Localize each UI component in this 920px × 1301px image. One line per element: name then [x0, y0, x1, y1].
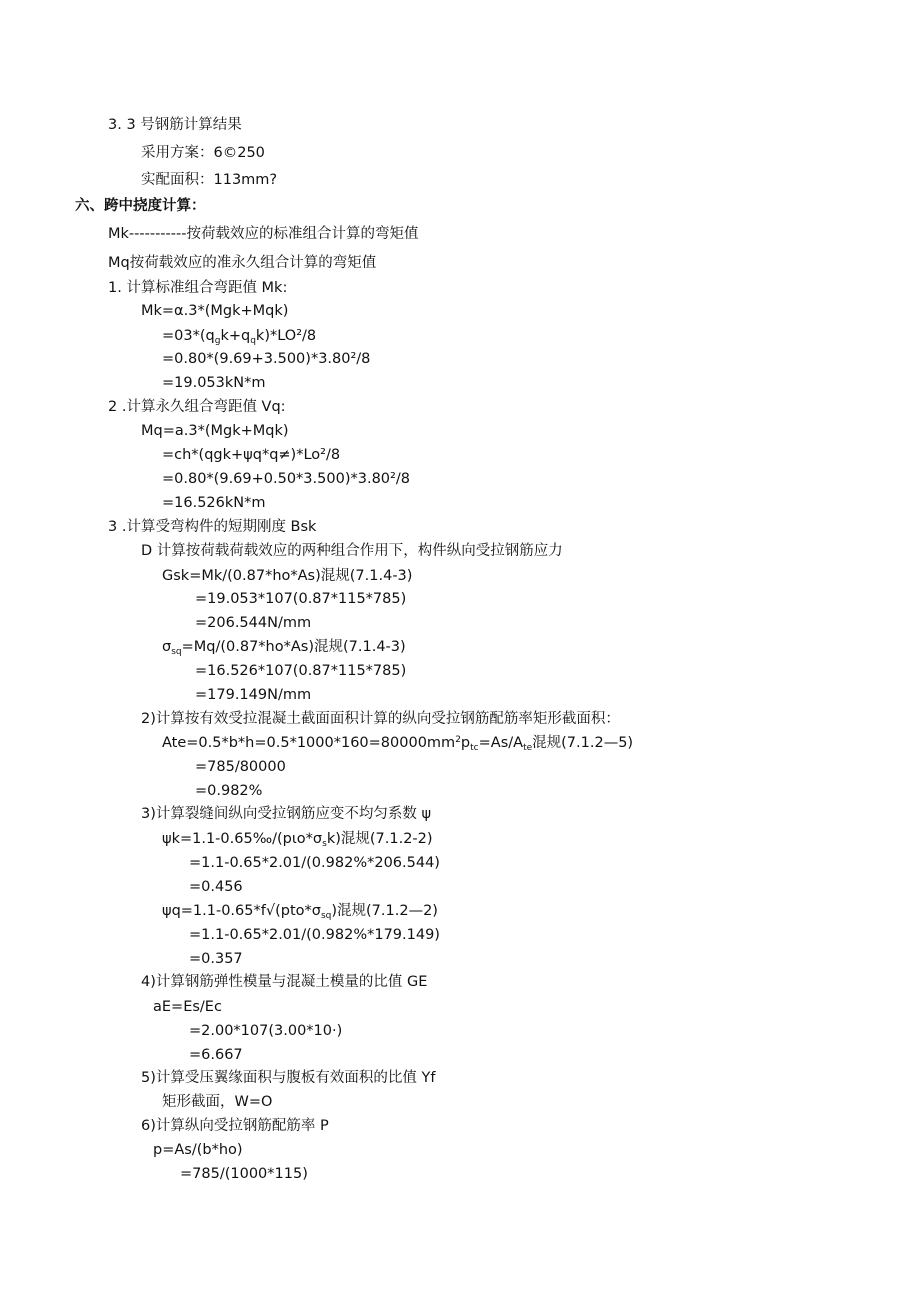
formula-line: 矩形截面，W=O [162, 1094, 273, 1110]
formula-line: =1.1-0.65*2.01/(0.982%*206.544) [189, 855, 440, 871]
formula-result: =0.982% [195, 783, 263, 799]
formula-line: =16.526*107(0.87*115*785) [195, 663, 407, 679]
substep-2-heading: 2)计算按有效受拉混凝土截面面积计算的纵向受拉钢筋配筋率矩形截面积： [141, 711, 620, 727]
mq-definition: Mq按荷载效应的准永久组合计算的弯矩值 [108, 255, 377, 271]
substep-6-heading: 6)计算纵向受拉钢筋配筋率 P [141, 1118, 329, 1134]
formula-result: =16.526kN*m [162, 495, 266, 511]
formula-line: $\psi q=1.1-0.65*f√(pto*\sigma_{sq})$混规(7.1.2—2) [162, 903, 438, 921]
area-text: 实配面积：113mm? [141, 172, 278, 188]
substep-3-heading: 3)计算裂缝间纵向受拉钢筋应变不均匀系数 ψ [141, 806, 432, 822]
formula-line: =2.00*107(3.00*10·) [189, 1023, 343, 1039]
scheme-text: 采用方案：6©250 [141, 145, 265, 161]
formula-line: =0.80*(9.69+3.500)*3.80²/8 [162, 351, 371, 367]
section-6-heading: 六、跨中挠度计算： [75, 198, 206, 214]
formula-line: Mq=a.3*(Mgk+Mqk) [141, 423, 289, 439]
formula-result: =179.149N/mm [195, 687, 312, 703]
formula-line: =1.1-0.65*2.01/(0.982%*179.149) [189, 927, 440, 943]
formula-line: =0.80*(9.69+0.50*3.500)*3.80²/8 [162, 471, 410, 487]
step-1-heading: 1. 计算标准组合弯距值 Mk: [108, 280, 288, 296]
formula-line: =785/80000 [195, 759, 286, 775]
substep-5-heading: 5)计算受压翼缘面积与腹板有效面积的比值 Yf [141, 1070, 436, 1086]
formula-line: Gsk=Mk/(0.87*ho*As)混规(7.1.4-3) [162, 568, 413, 584]
formula-line: =ch*(qgk+ψq*q≠)*Lo²/8 [162, 447, 341, 463]
substep-1-heading: D 计算按荷载荷载效应的两种组合作用下，构件纵向受拉钢筋应力 [141, 543, 563, 559]
mk-definition: Mk-----------按荷载效应的标准组合计算的弯矩值 [108, 226, 419, 242]
formula-line: p=As/(b*ho) [153, 1142, 243, 1158]
formula-result: =206.544N/mm [195, 615, 312, 631]
formula-line: =19.053*107(0.87*115*785) [195, 591, 407, 607]
section-3-heading: 3. 3 号钢筋计算结果 [108, 117, 242, 133]
formula-line: $Ate=0.5*b*h=0.5*1000*160=80000mm^2p_{tc}=As/A_{te}$混规(7.1.2—5) [162, 735, 634, 753]
formula-result: =0.357 [189, 951, 243, 967]
formula-result: =19.053kN*m [162, 375, 266, 391]
formula-line: $\psi k=1.1-0.65‰/(p\iota o*\sigma_sk)$混规(7.1.2-2) [162, 831, 433, 849]
formula-line: $=03*(q_gk+q_qk)*LO^2/8$ [162, 328, 317, 346]
formula-line: $\sigma_{sq}=Mq/(0.87*ho*As)$混规(7.1.4-3) [162, 639, 406, 657]
formula-result: =6.667 [189, 1047, 243, 1063]
step-2-heading: 2 .计算永久组合弯距值 Vq: [108, 399, 286, 415]
step-3-heading: 3 .计算受弯构件的短期刚度 Bsk [108, 519, 317, 535]
formula-line: aE=Es/Ec [153, 999, 222, 1015]
formula-result: =0.456 [189, 879, 243, 895]
substep-4-heading: 4)计算钢筋弹性模量与混凝土模量的比值 GE [141, 974, 428, 990]
formula-line: Mk=α.3*(Mgk+Mqk) [141, 303, 289, 319]
formula-line: =785/(1000*115) [180, 1166, 308, 1182]
